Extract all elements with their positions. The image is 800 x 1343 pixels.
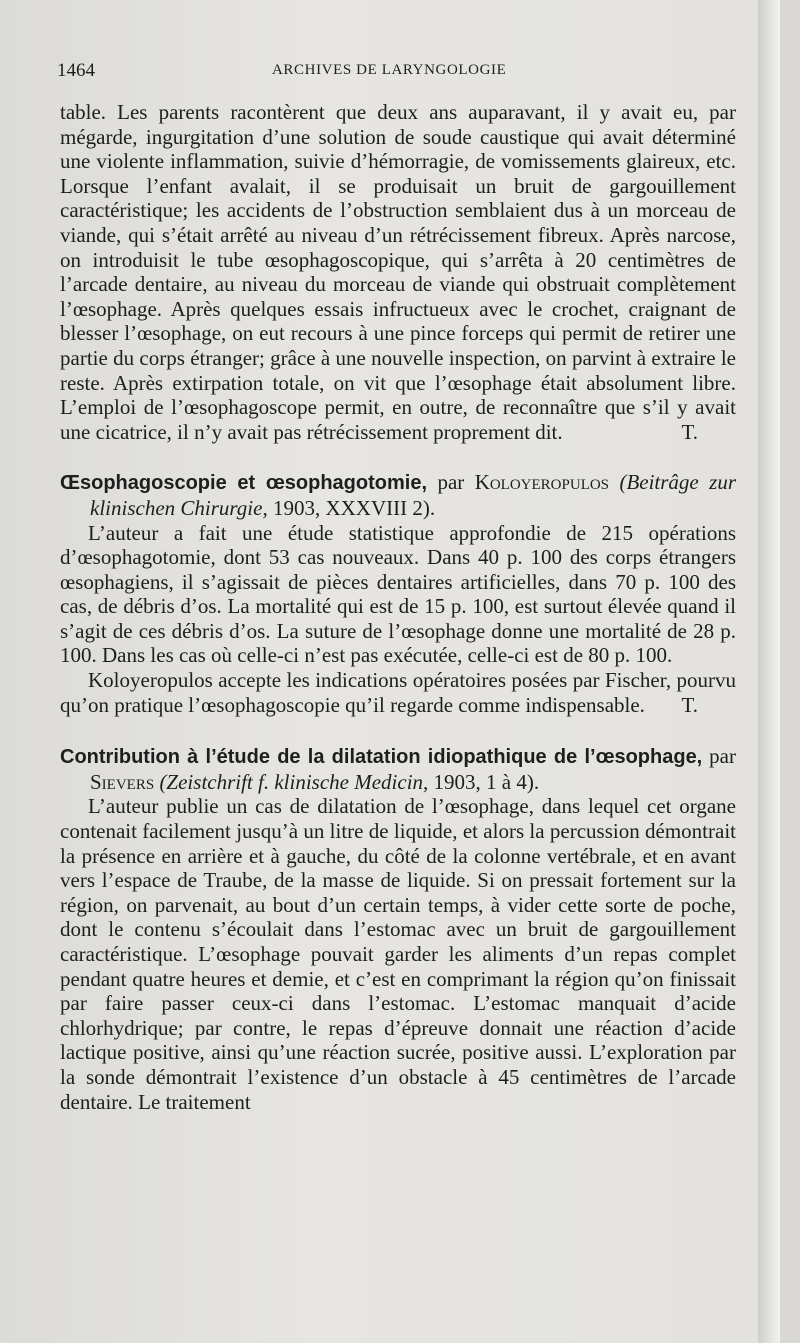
article2-title: Contribution à l’étude de la dilatation idiopathique de l’œsophage, [60, 746, 703, 769]
article1-reference: (Beitrâge zur klinischen Chirurgie, [90, 470, 737, 520]
article1-paragraph-1: L’auteur a fait une étude statistique approfondie de 215 opérations d’œsophagotomie, dont 53 cas nouveaux. Dans 40 p. 100 des corps étrangers œsophagiens, il s’agissait de pièces dentaires artificielles, dans 70 p. 100 des cas, de débris d’os. La mortalité qui est de 15 p. 100, est surtout élevée quand il s’agit de ces débris d’os. La suture de l’œsophage donne une mortalité de 28 p. 100. Dans les cas où celle-ci n’est pas exécutée, celle-ci est de 80 p. 100. [60, 520, 736, 668]
article2-by: par [709, 744, 736, 769]
running-title: ARCHIVES DE LARYNGOLOGIE [272, 62, 507, 78]
section-spacer [60, 444, 736, 470]
article1-paragraph-2 [60, 668, 736, 717]
article1-author: Koloyeropulos [474, 470, 610, 495]
page-header [57, 58, 747, 84]
article2-paragraph-1: L’auteur publie un cas de dilatation de l’œsophage, dans lequel cet organe contenait facilement jusqu’à un litre de liquide, et alors la percussion démontrait la présence en arrière et à gauche, du côté de la colonne vertébrale, et en avant vers l’espace de Traube, de la masse de liquide. Si on pressait fortement sur la région, on parvenait, au bout d’un certain temps, à vider cette sorte de poche, dont le contenu s’écoulait dans l’estomac avec un bruit de gargouillement caractéristique. L’œsophage pouvait garder les aliments d’un repas complet pendant quatre heures et demie, et c’est en comprimant la région qu’on finissait par faire passer ceux-ci dans l’estomac. L’estomac manquait d’acide chlorhydrique; par contre, le repas d’épreuve donnait une réaction d’acide lactique positive, ainsi qu’une réaction sucrée, positive aussi. L’exploration par la sonde démontrait l’existence d’un obstacle à 45 centimètres de l’arcade dentaire. Le traitement [60, 794, 736, 1114]
section-spacer [60, 717, 736, 744]
article1-volume: 1903, XXXVIII 2). [272, 495, 436, 520]
article1-heading [60, 470, 736, 520]
intro-signature: T. [681, 419, 698, 444]
intro-text: table. Les parents racontèrent que deux ans auparavant, il y avait eu, par mégarde, ingurgitation d’une solution de soude caustique qui avait déterminé une violente inflammation, suivie d’hémorragie, de vomissements glaireux, etc. Lorsque l’enfant avalait, il se produisait un bruit de gargouillement caractéristique; les accidents de l’obstruction semblaient dus à un morceau de viande, qui s’était arrêté au niveau d’un rétrécissement fibreux. Après narcose, on introduisit le tube œsophagoscopique, qui s’arrêta à 20 centimètres de l’arcade dentaire, au niveau du morceau de viande qui obstruait complètement l’œsophage. Après quelques essais infructueux avec le crochet, craignant de blesser l’œsophage, on eut recours à une pince forceps qui permit de retirer une partie du corps étranger; grâce à une nouvelle inspection, on parvint à extraire le reste. Après extirpation totale, on vit que l’œsophage était absolument libre. L’emploi de l’œsophagoscope permit, en outre, de reconnaître que s’il y avait une cicatrice, il n’y avait pas rétrécissement proprement dit. [60, 100, 736, 444]
article1-paragraph-2-text: Koloyeropulos accepte les indications opératoires posées par Fischer, pourvu qu’on pratique l’œsophagoscopie qu’il regarde comme indispensable. [60, 668, 736, 717]
article2-heading [60, 744, 736, 794]
article1-by: par [437, 470, 465, 495]
article1-signature: T. [681, 692, 698, 717]
article1-title: Œsophagoscopie et œsophagotomie, [60, 472, 428, 495]
article2-reference: (Zeistchrift f. klinische Medicin, [159, 769, 429, 794]
page-edge [758, 0, 780, 1343]
page-body [60, 100, 736, 1114]
article2-volume: 1903, 1 à 4). [433, 769, 540, 794]
page-number: 1464 [57, 60, 95, 81]
article2-author: Sievers [90, 769, 155, 794]
intro-paragraph [60, 100, 736, 444]
